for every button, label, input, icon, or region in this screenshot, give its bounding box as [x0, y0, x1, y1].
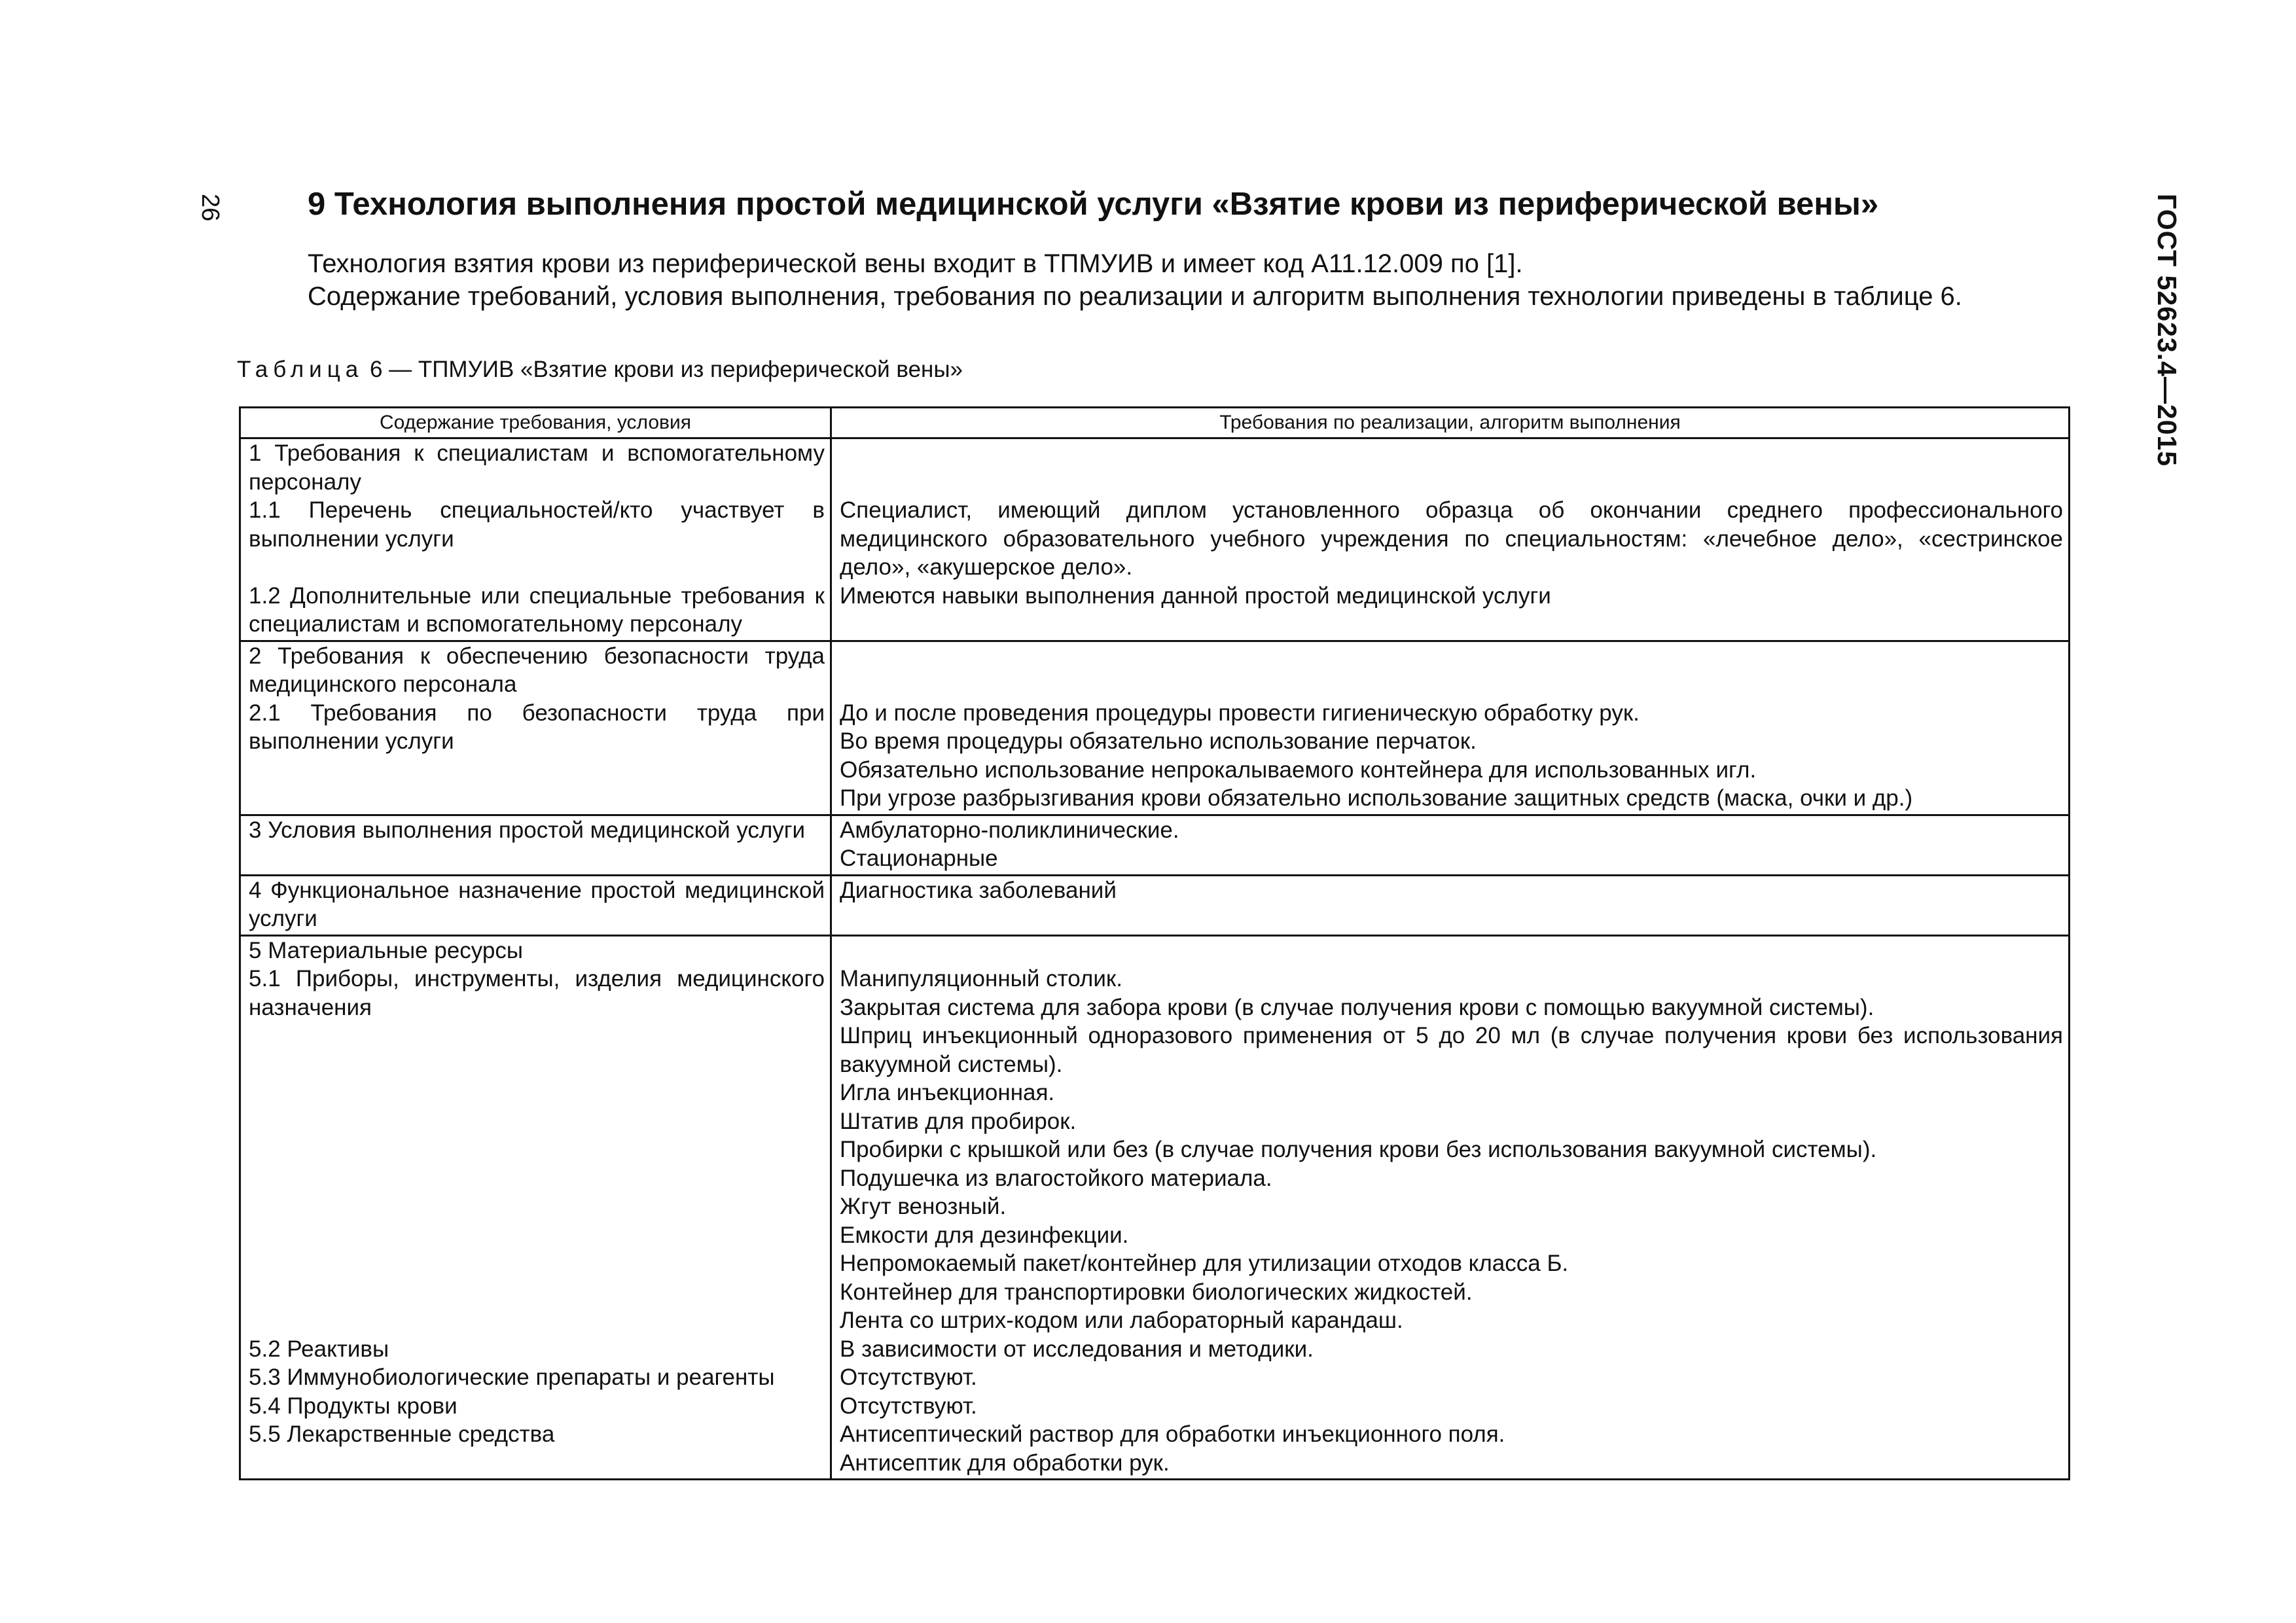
spacer [840, 936, 2063, 965]
implementation-line: До и после проведения процедуры провести гигиеническую обработку рук. [840, 700, 1640, 726]
row-subitem: 5.3 Иммунобиологические препараты и реагенты [249, 1364, 775, 1390]
page-number: 26 [196, 194, 224, 222]
row-subitem: 1.2 Дополнительные или специальные требования к специалистам и вспомогательному персоналу [249, 582, 825, 637]
table-row [240, 641, 2070, 815]
spacer [249, 1079, 825, 1107]
implementation-line: Диагностика заболеваний [840, 877, 1117, 903]
section-title: 9 Технология выполнения простой медицинской услуги «Взятие крови из периферической вены» [308, 187, 1879, 222]
implementation-cell [831, 641, 2070, 815]
implementation-line: Антисептик для обработки рук. [840, 1450, 1170, 1476]
spacer [249, 1050, 825, 1079]
implementation-line: Игла инъекционная. [840, 1080, 1055, 1105]
intro-paragraph-1: Технология взятия крови из периферической вены входит в ТПМУИВ и имеет код А11.12.009 по [1]. [308, 249, 1523, 278]
implementation-line: Обязательно использование непрокалываемого контейнера для использованных игл. [840, 757, 1757, 783]
header-requirement: Содержание требования, условия [240, 408, 831, 438]
implementation-cell [831, 875, 2070, 935]
implementation-line: Закрытая система для забора крови (в случае получения крови с помощью вакуумной системы). [840, 994, 1874, 1020]
implementation-line: Контейнер для транспортировки биологических жидкостей. [840, 1279, 1473, 1305]
implementation-line: Антисептический раствор для обработки инъекционного поля. [840, 1421, 1505, 1447]
spacer [249, 1278, 825, 1307]
requirement-cell [240, 875, 831, 935]
row-heading: 5 Материальные ресурсы [249, 937, 524, 963]
implementation-line: Во время процедуры обязательно использование перчаток. [840, 728, 1477, 754]
implementation-line: Подушечка из влагостойкого материала. [840, 1165, 1272, 1191]
row-subitem: 5.1 Приборы, инструменты, изделия медицинского назначения [249, 966, 825, 1020]
row-subitem: 5.4 Продукты крови [249, 1393, 457, 1419]
row-heading: 1 Требования к специалистам и вспомогательному персоналу [249, 440, 825, 495]
spacer [840, 468, 2063, 497]
table-caption [237, 357, 963, 383]
table-row [240, 875, 2070, 935]
spacer [249, 1249, 825, 1278]
implementation-line: Амбулаторно-поликлинические. [840, 817, 1179, 843]
standard-code: ГОСТ 52623.4—2015 [2152, 194, 2182, 467]
implementation-line: Стационарные [840, 846, 998, 871]
implementation-line: В зависимости от исследования и методики. [840, 1336, 1314, 1362]
spacer [249, 1306, 825, 1335]
implementation-line: Отсутствуют. [840, 1364, 977, 1390]
implementation-line: Шприц инъекционный одноразового применения от 5 до 20 мл (в случае получения крови без использования вакуумной системы). [840, 1023, 2063, 1077]
row-heading: 2 Требования к обеспечению безопасности труда медицинского персонала [249, 643, 825, 697]
spacer [249, 1221, 825, 1250]
implementation-line: При угрозе разбрызгивания крови обязательно использование защитных средств (маска, очки и др.) [840, 785, 1913, 811]
spacer [249, 1164, 825, 1193]
spacer [840, 670, 2063, 699]
requirement-cell [240, 641, 831, 815]
requirement-cell [240, 815, 831, 875]
spacer [249, 553, 825, 582]
implementation-cell [831, 438, 2070, 641]
row-subitem: 1.1 Перечень специальностей/кто участвует в выполнении услуги [249, 497, 825, 552]
implementation-line: Пробирки с крышкой или без (в случае получения крови без использования вакуумной системы). [840, 1137, 1877, 1162]
implementation-line: Имеются навыки выполнения данной простой медицинской услуги [840, 582, 1551, 609]
table-caption-text: 6 — ТПМУИВ «Взятие крови из периферической вены» [363, 357, 963, 382]
spacer [249, 1107, 825, 1136]
spacer [840, 642, 2063, 671]
table-row [240, 438, 2070, 641]
implementation-line: Лента со штрих-кодом или лабораторный карандаш. [840, 1308, 1403, 1333]
implementation-line: Отсутствуют. [840, 1393, 977, 1419]
implementation-line: Емкости для дезинфекции. [840, 1222, 1129, 1248]
implementation-line: Жгут венозный. [840, 1194, 1007, 1219]
section-intro [308, 247, 1962, 313]
requirement-cell [240, 438, 831, 641]
table-caption-label: Таблица [237, 357, 364, 382]
header-implementation: Требования по реализации, алгоритм выполнения [831, 408, 2070, 438]
table-row [240, 815, 2070, 875]
implementation-line: Непромокаемый пакет/контейнер для утилизации отходов класса Б. [840, 1251, 1569, 1276]
implementation-cell [831, 935, 2070, 1480]
row-heading: 4 Функциональное назначение простой медицинской услуги [249, 877, 825, 931]
spacer [249, 1135, 825, 1164]
requirement-cell [240, 935, 831, 1480]
implementation-line: Манипуляционный столик. [840, 966, 1122, 991]
implementation-line: Штатив для пробирок. [840, 1108, 1077, 1134]
spacer [840, 439, 2063, 468]
row-heading: 3 Условия выполнения простой медицинской услуги [249, 817, 806, 843]
requirements-table [239, 406, 2070, 1480]
implementation-line: Специалист, имеющий диплом установленного образца об окончании среднего профессионального медицинского образовательного учебного учреждения по специальностям: «лечебное дело», «сестринское дело», «акушерское дело». [840, 497, 2063, 580]
implementation-cell [831, 815, 2070, 875]
table-row [240, 935, 2070, 1480]
row-subitem: 5.2 Реактивы [249, 1336, 389, 1362]
row-subitem: 2.1 Требования по безопасности труда при выполнении услуги [249, 700, 825, 754]
table-header-row [240, 408, 2070, 438]
intro-paragraph-2: Содержание требований, условия выполнения, требования по реализации и алгоритм выполнения технологии приведены в таблице 6. [308, 282, 1962, 311]
spacer [249, 1192, 825, 1221]
row-subitem: 5.5 Лекарственные средства [249, 1421, 555, 1447]
spacer [249, 1022, 825, 1050]
